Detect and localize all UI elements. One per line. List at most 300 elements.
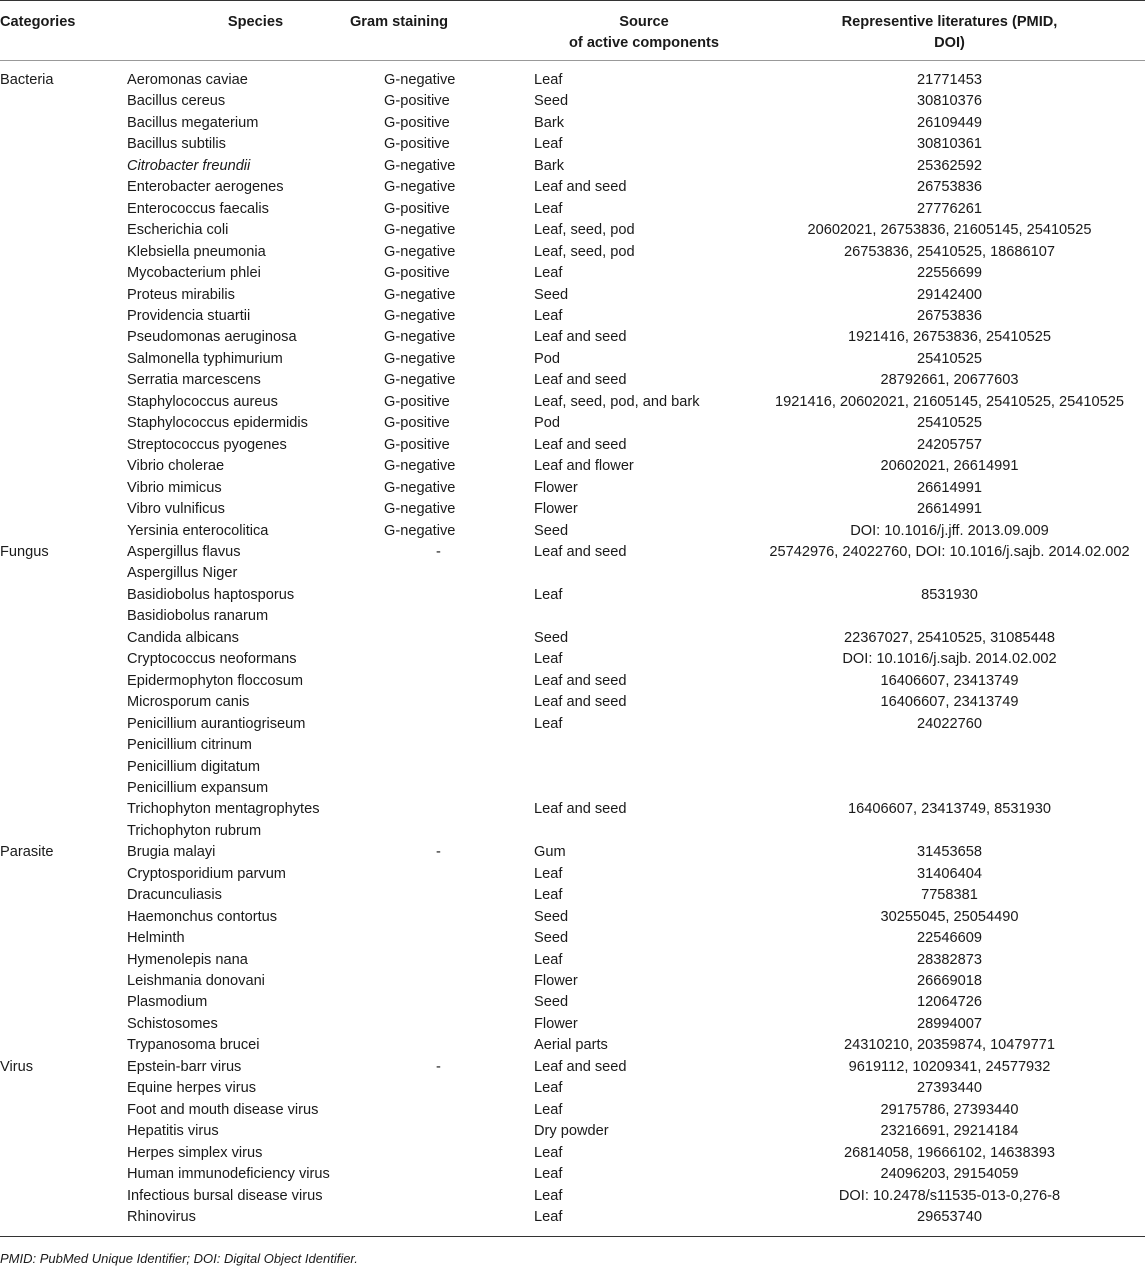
source-cell: Leaf [534,1187,563,1204]
table-row [0,885,1145,906]
category-cell [0,585,127,606]
source-cell [534,757,754,778]
gram-cell: G-negative [384,329,456,346]
category-cell [0,992,127,1013]
category-cell [0,1121,127,1142]
species-cell: Aspergillus flavus [127,543,241,560]
gram-cell: G-negative [384,222,456,239]
source-cell: Leaf, seed, pod, and bark [534,393,700,410]
species-cell: Escherichia coli [127,222,229,239]
source-cell [534,563,754,584]
header-source [534,1,754,61]
literature-cell: 24205757 [917,436,982,453]
literature-cell: 24310210, 20359874, 10479771 [843,1037,1055,1054]
literature-cell: 26614991 [917,501,982,518]
literature-cell: 20602021, 26614991 [880,458,1019,475]
species-cell: Klebsiella pneumonia [127,243,266,260]
table-row [0,1143,1145,1164]
category-cell [0,349,127,370]
literature-cell: 29142400 [917,286,982,303]
category-cell [0,928,127,949]
table-row [0,757,1145,778]
species-cell: Rhinovirus [127,1209,196,1226]
category-cell [0,735,127,756]
category-cell [0,306,127,327]
literature-cell [754,735,1145,756]
gram-cell [384,1035,534,1056]
species-cell: Trichophyton mentagrophytes [127,801,320,818]
table-row [0,370,1145,391]
header-source-line1: Source [619,14,669,30]
category-cell [0,134,127,155]
literature-cell: 25410525 [917,415,982,432]
literature-cell: DOI: 10.2478/s11535-013-0,276-8 [838,1187,1061,1204]
literature-cell [754,606,1145,627]
table-row [0,220,1145,241]
table-row [0,692,1145,713]
literature-cell: 26753836, 25410525, 18686107 [843,243,1055,260]
gram-cell: G-negative [384,522,456,539]
table-row [0,778,1145,799]
species-cell: Basidiobolus ranarum [127,608,269,625]
gram-cell [384,1014,534,1035]
species-cell: Trypanosoma brucei [127,1037,260,1054]
category-cell [0,285,127,306]
table-footnote: PMID: PubMed Unique Identifier; DOI: Digital Object Identifier. [0,1251,358,1266]
header-species: Species [127,1,384,61]
gram-cell: - [436,543,441,560]
source-cell: Leaf [534,951,563,968]
category-cell [0,714,127,735]
species-cell: Epidermophyton floccosum [127,672,304,689]
species-cell: Penicillium digitatum [127,758,261,775]
literature-cell: 30255045, 25054490 [880,908,1019,925]
table-row [0,263,1145,284]
gram-cell: G-negative [384,458,456,475]
literature-cell [754,821,1145,842]
table-row [0,1121,1145,1142]
source-cell: Aerial parts [534,1037,608,1054]
literature-cell: 29653740 [917,1209,982,1226]
table-row [0,864,1145,885]
category-cell [0,242,127,263]
literature-cell: DOI: 10.1016/j.sajb. 2014.02.002 [842,651,1057,668]
species-cell: Providencia stuartii [127,307,251,324]
gram-cell [384,971,534,992]
gram-cell: - [436,844,441,861]
species-cell: Human immunodeficiency virus [127,1166,330,1183]
literature-cell: 25362592 [917,157,982,174]
gram-cell [384,692,534,713]
source-cell: Seed [534,286,569,303]
source-cell: Leaf and seed [534,436,627,453]
category-cell [0,1035,127,1056]
gram-cell: G-negative [384,286,456,303]
table-row [0,1186,1145,1207]
species-cell: Streptococcus pyogenes [127,436,287,453]
gram-cell: G-positive [384,114,450,131]
gram-cell [384,885,534,906]
literature-cell: 24022760 [917,715,982,732]
species-cell: Aeromonas caviae [127,72,248,88]
gram-cell [384,928,534,949]
gram-cell [384,1186,534,1207]
category-cell [0,1078,127,1099]
literature-cell: 28382873 [917,951,982,968]
gram-cell [384,649,534,670]
category-cell [0,907,127,928]
literature-cell: 29175786, 27393440 [880,1101,1019,1118]
category-cell [0,113,127,134]
literature-cell: DOI: 10.1016/j.jff. 2013.09.009 [850,522,1049,539]
species-cell: Yersinia enterocolitica [127,522,269,539]
literature-cell: 1921416, 26753836, 25410525 [848,329,1051,346]
gram-cell [384,1078,534,1099]
gram-cell [384,1121,534,1142]
source-cell: Flower [534,1015,578,1032]
species-cell: Cryptosporidium parvum [127,865,286,882]
category-cell [0,671,127,692]
category-cell [0,778,127,799]
source-cell: Seed [534,994,569,1011]
table-row [0,1164,1145,1185]
species-cell: Microsporum canis [127,694,250,711]
gram-cell: G-negative [384,501,456,518]
source-cell: Leaf, seed, pod [534,243,635,260]
species-cell: Bacillus subtilis [127,136,226,153]
category-cell [0,757,127,778]
gram-cell [384,821,534,842]
source-cell: Seed [534,93,569,110]
header-lit-line1: Representive literatures (PMID, [841,14,1058,30]
table-row [0,971,1145,992]
category-cell [0,799,127,820]
literature-cell: 31406404 [917,865,982,882]
category-cell [0,392,127,413]
literature-cell: 27393440 [917,1080,982,1097]
table-body [0,61,1145,1237]
source-cell: Leaf [534,586,563,603]
species-cell: Aspergillus Niger [127,565,238,582]
category-cell [0,628,127,649]
literature-cell: 16406607, 23413749 [880,672,1019,689]
table-row [0,1014,1145,1035]
species-cell: Penicillium expansum [127,779,269,796]
header-categories: Categories [0,1,127,61]
species-cell: Proteus mirabilis [127,286,235,303]
literature-cell: 26109449 [917,114,982,131]
source-cell: Pod [534,415,560,432]
literature-cell: 23216691, 29214184 [880,1123,1019,1140]
table-row [0,306,1145,327]
table-row [0,928,1145,949]
category-cell [0,821,127,842]
species-cell: Citrobacter freundii [127,157,251,174]
source-cell: Leaf [534,651,563,668]
table-row [0,327,1145,348]
species-cell: Equine herpes virus [127,1080,256,1097]
category-cell [0,91,127,112]
source-cell: Leaf [534,1209,563,1226]
category-cell [0,263,127,284]
source-cell: Leaf [534,865,563,882]
species-cell: Mycobacterium phlei [127,265,261,282]
literature-cell: 22367027, 25410525, 31085448 [843,629,1055,646]
literature-cell: 28792661, 20677603 [880,372,1019,389]
category-cell [0,864,127,885]
species-cell: Vibrio cholerae [127,458,225,475]
gram-cell [384,735,534,756]
table-row [0,649,1145,670]
species-cell: Enterobacter aerogenes [127,179,284,196]
table-row [0,113,1145,134]
source-cell: Leaf and flower [534,458,634,475]
category-cell [0,649,127,670]
table-row [0,606,1145,627]
species-cell: Hymenolepis nana [127,951,248,968]
table-row [0,456,1145,477]
species-cell: Schistosomes [127,1015,218,1032]
gram-cell: G-positive [384,265,450,282]
gram-cell: G-negative [384,157,456,174]
table-row [0,1035,1145,1056]
table-row [0,134,1145,155]
literature-cell: 21771453 [917,72,982,88]
table-row [0,478,1145,499]
category-cell [0,413,127,434]
literature-cell [754,778,1145,799]
species-cell: Bacillus cereus [127,93,226,110]
table-row [0,907,1145,928]
literature-cell: 8531930 [921,586,978,603]
category-cell [0,199,127,220]
category-cell [0,327,127,348]
source-cell: Leaf and seed [534,1058,627,1075]
source-cell: Leaf [534,1101,563,1118]
species-cell: Infectious bursal disease virus [127,1187,323,1204]
literature-cell: 28994007 [917,1015,982,1032]
header-lit-line2: DOI) [934,35,965,51]
literature-cell: 30810376 [917,93,982,110]
header-source-line2: of active components [568,35,720,51]
header-row [0,1,1145,61]
source-cell: Seed [534,930,569,947]
species-cell: Helminth [127,930,185,947]
source-cell: Leaf and seed [534,543,627,560]
table-row [0,285,1145,306]
source-cell: Leaf [534,715,563,732]
gram-cell: G-negative [384,479,456,496]
gram-cell: G-negative [384,179,456,196]
table-row [0,242,1145,263]
species-cell: Cryptococcus neoformans [127,651,297,668]
source-cell: Seed [534,522,569,539]
species-cell: Vibrio mimicus [127,479,222,496]
table-row [0,671,1145,692]
source-cell: Leaf [534,1080,563,1097]
species-cell: Epstein-barr virus [127,1058,242,1075]
source-cell: Leaf [534,307,563,324]
source-cell: Flower [534,479,578,496]
table-row [0,585,1145,606]
literature-cell: 26669018 [917,973,982,990]
source-cell: Leaf and seed [534,672,627,689]
category-cell [0,606,127,627]
category-cell [0,1207,127,1236]
literature-cell: 26753836 [917,179,982,196]
literature-cell: 26614991 [917,479,982,496]
source-cell: Flower [534,973,578,990]
gram-cell [384,799,534,820]
source-cell: Leaf [534,200,563,217]
gram-cell [384,757,534,778]
category-cell [0,456,127,477]
gram-cell: G-negative [384,350,456,367]
category-cell [0,1100,127,1121]
species-cell: Salmonella typhimurium [127,350,283,367]
table-row [0,1100,1145,1121]
gram-cell [384,1164,534,1185]
species-cell: Pseudomonas aeruginosa [127,329,297,346]
category-cell [0,478,127,499]
category-cell [0,692,127,713]
literature-cell: 22546609 [917,930,982,947]
source-cell [534,778,754,799]
category-cell [0,1014,127,1035]
species-cell: Leishmania donovani [127,973,265,990]
species-cell: Vibro vulnificus [127,501,225,518]
literature-cell: 9619112, 10209341, 24577932 [848,1058,1051,1075]
species-cell: Candida albicans [127,629,239,646]
species-cell: Foot and mouth disease virus [127,1101,319,1118]
table-row [0,714,1145,735]
source-cell: Leaf and seed [534,329,627,346]
literature-cell: 22556699 [917,265,982,282]
literature-cell: 30810361 [917,136,982,153]
source-cell: Pod [534,350,560,367]
table-row [0,499,1145,520]
table-row [0,992,1145,1013]
literature-cell: 1921416, 20602021, 21605145, 25410525, 25410525 [775,393,1124,410]
table-row [0,950,1145,971]
literature-cell: 12064726 [917,994,982,1011]
species-cell: Penicillium aurantiogriseum [127,715,306,732]
category-cell: Virus [0,1058,33,1075]
species-cell: Haemonchus contortus [127,908,278,925]
category-cell [0,563,127,584]
species-cell: Enterococcus faecalis [127,200,269,217]
table-row [0,392,1145,413]
gram-cell [384,671,534,692]
gram-cell [384,907,534,928]
source-cell: Leaf [534,136,563,153]
gram-cell [384,1207,534,1236]
table-row [0,799,1145,820]
source-cell [534,735,754,756]
source-cell: Leaf, seed, pod [534,222,635,239]
table-row [0,628,1145,649]
gram-cell [384,606,534,627]
source-cell: Leaf [534,265,563,282]
table-row [0,413,1145,434]
source-cell: Dry powder [534,1123,609,1140]
literature-cell: 26753836 [917,307,982,324]
source-cell: Bark [534,114,565,131]
table-row [0,842,1145,863]
category-cell [0,156,127,177]
category-cell [0,370,127,391]
source-cell: Seed [534,629,569,646]
gram-cell: G-positive [384,415,450,432]
table-row [0,542,1145,563]
literature-cell [754,563,1145,584]
species-cell: Herpes simplex virus [127,1144,263,1161]
source-cell: Leaf and seed [534,694,627,711]
gram-cell: - [436,1058,441,1075]
category-cell [0,885,127,906]
gram-cell: G-positive [384,200,450,217]
category-cell [0,220,127,241]
category-cell: Parasite [0,844,54,861]
table-row [0,563,1145,584]
table-row [0,61,1145,92]
source-cell: Flower [534,501,578,518]
table-row [0,91,1145,112]
category-cell [0,1143,127,1164]
category-cell [0,950,127,971]
gram-cell [384,992,534,1013]
table-bottom-rule [0,1236,1145,1237]
literature-cell: 31453658 [917,844,982,861]
literature-cell: 7758381 [921,887,978,904]
gram-cell: G-positive [384,393,450,410]
table-row [0,735,1145,756]
species-cell: Brugia malayi [127,844,216,861]
gram-cell [384,714,534,735]
source-cell: Leaf [534,72,563,88]
literature-cell: 25410525 [917,350,982,367]
source-cell: Leaf and seed [534,179,627,196]
literature-cell: 16406607, 23413749 [880,694,1019,711]
table-row [0,177,1145,198]
gram-cell: G-positive [384,93,450,110]
species-cell: Penicillium citrinum [127,737,252,754]
header-literatures [754,1,1145,61]
literature-cell [754,757,1145,778]
species-cell: Bacillus megaterium [127,114,259,131]
literature-cell: 27776261 [917,200,982,217]
table-row [0,521,1145,542]
literature-cell: 25742976, 24022760, DOI: 10.1016/j.sajb. 2014.02.002 [769,543,1130,560]
source-cell: Bark [534,157,565,174]
gram-cell: G-positive [384,436,450,453]
source-cell: Gum [534,844,566,861]
source-cell: Leaf [534,1144,563,1161]
table-row [0,1057,1145,1078]
source-cell: Seed [534,908,569,925]
literature-cell: 20602021, 26753836, 21605145, 25410525 [807,222,1092,239]
source-cell [534,606,754,627]
gram-cell [384,563,534,584]
table-header [0,1,1145,61]
species-cell: Basidiobolus haptosporus [127,586,295,603]
header-gram-staining [349,1,534,61]
table-row [0,435,1145,456]
table-row [0,349,1145,370]
species-cell: Staphylococcus epidermidis [127,415,308,432]
table-row [0,1078,1145,1099]
table-row [0,1207,1145,1236]
